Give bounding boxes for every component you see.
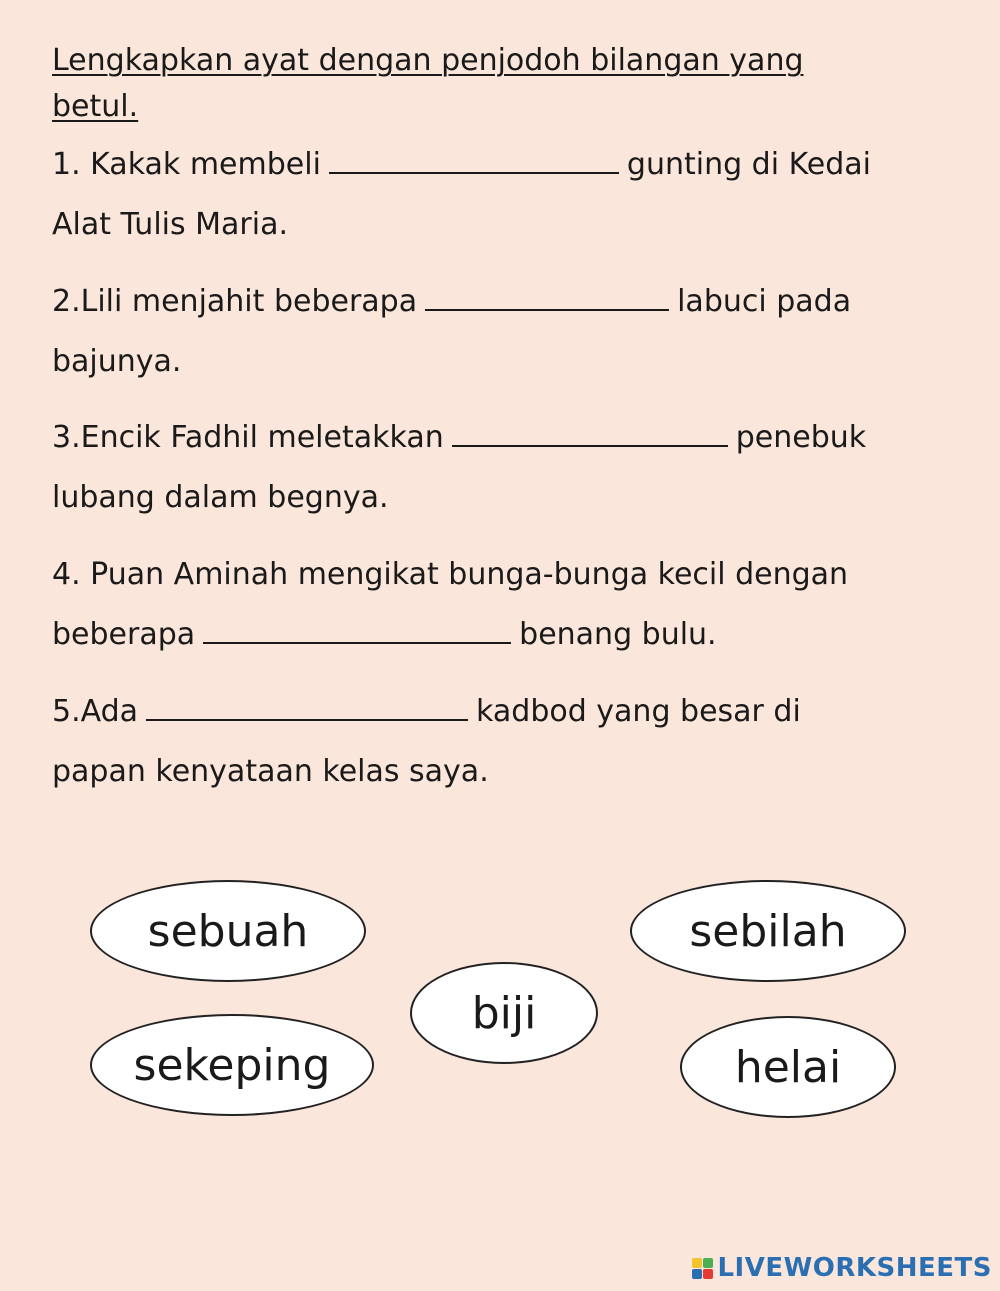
question-2-text-line2: bajunya. <box>52 344 182 379</box>
question-1 <box>52 135 952 255</box>
option-biji[interactable]: biji <box>410 962 598 1064</box>
instruction-text <box>52 38 932 130</box>
question-4-text-line2-post: benang bulu. <box>519 617 717 652</box>
liveworksheets-logo[interactable] <box>692 1253 992 1283</box>
question-2-blank[interactable] <box>425 281 669 311</box>
question-2-text-pre: 2.Lili menjahit beberapa <box>52 284 418 319</box>
question-5-text-pre: 5.Ada <box>52 694 139 729</box>
question-3-text-line2: lubang dalam begnya. <box>52 480 389 515</box>
logo-text: LIVEWORKSHEETS <box>717 1253 992 1283</box>
option-sebilah[interactable]: sebilah <box>630 880 906 982</box>
option-helai[interactable]: helai <box>680 1016 896 1118</box>
question-3 <box>52 408 952 528</box>
option-sebuah[interactable]: sebuah <box>90 880 366 982</box>
question-4-text-line2-pre: beberapa <box>52 617 196 652</box>
question-1-blank[interactable] <box>329 144 619 174</box>
question-5-text-line2: papan kenyataan kelas saya. <box>52 754 489 789</box>
question-4-blank[interactable] <box>203 614 511 644</box>
question-1-text-line2: Alat Tulis Maria. <box>52 207 289 242</box>
question-3-text-post: penebuk <box>735 420 867 455</box>
question-2 <box>52 272 952 392</box>
question-2-text-post: labuci pada <box>677 284 852 319</box>
question-4-text-pre: 4. Puan Aminah mengikat bunga-bunga kecil dengan <box>52 557 849 592</box>
question-4 <box>52 545 952 665</box>
question-3-text-pre: 3.Encik Fadhil meletakkan <box>52 420 444 455</box>
question-5-blank[interactable] <box>146 691 468 721</box>
question-1-text-post: gunting di Kedai <box>626 147 871 182</box>
instruction-line-2: betul. <box>52 89 139 124</box>
liveworksheets-logo-icon <box>692 1258 713 1279</box>
question-1-text-pre: 1. Kakak membeli <box>52 147 321 182</box>
instruction-line-1: Lengkapkan ayat dengan penjodoh bilangan yang <box>52 43 804 78</box>
option-sekeping[interactable]: sekeping <box>90 1014 374 1116</box>
question-3-blank[interactable] <box>452 417 728 447</box>
question-5-text-post: kadbod yang besar di <box>476 694 801 729</box>
question-5 <box>52 682 952 802</box>
